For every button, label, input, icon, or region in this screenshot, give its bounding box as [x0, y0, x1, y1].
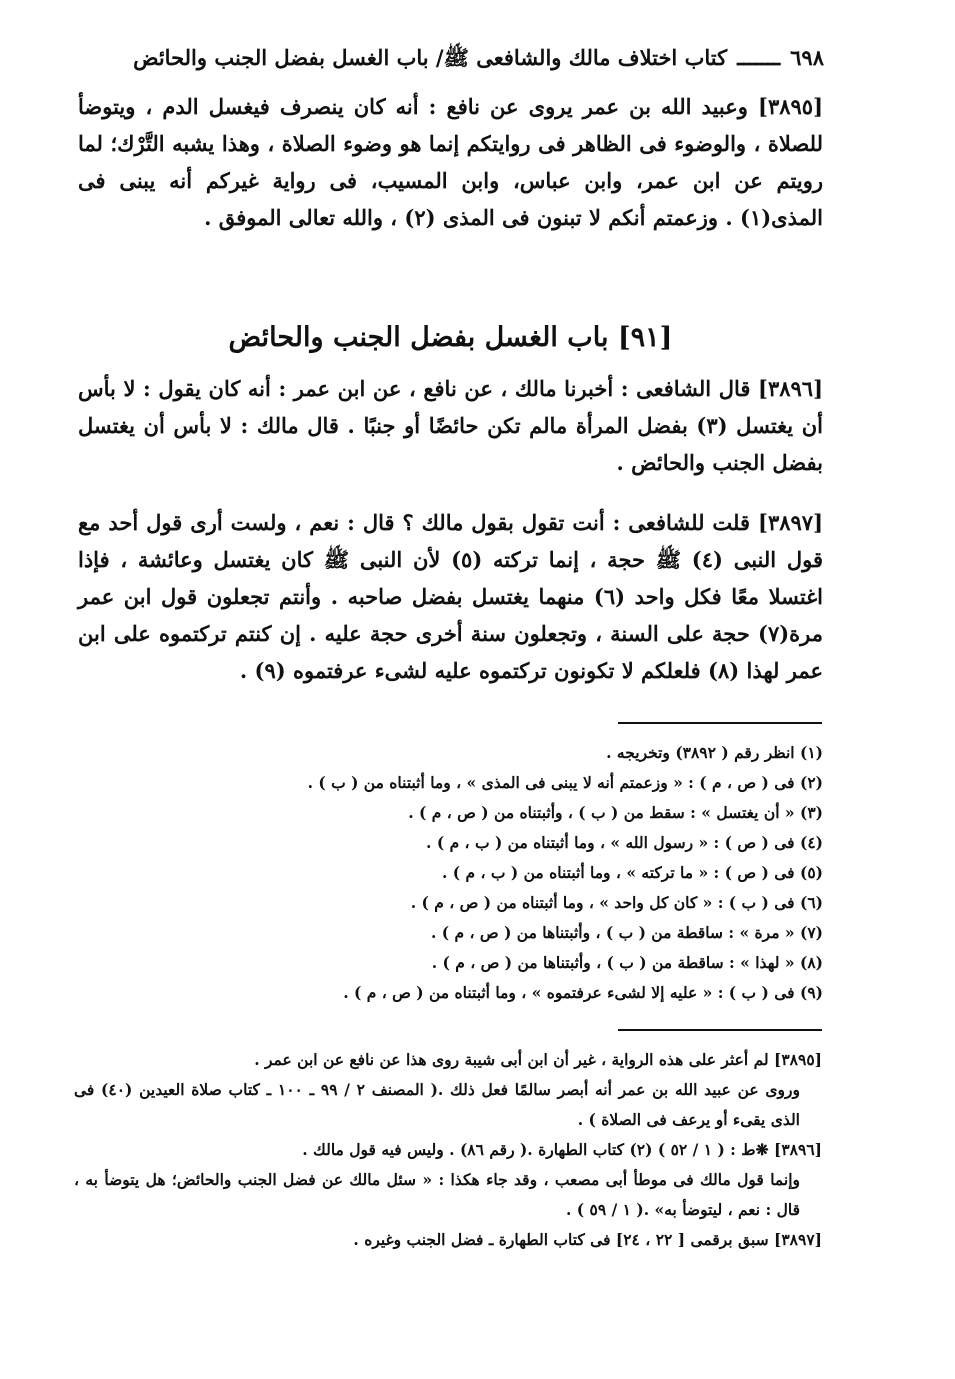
footnote: (١) انظر رقم ( ٣٨٩٢) وتخريجه . [606, 743, 823, 762]
running-header [78, 40, 824, 76]
paragraph-3897 [78, 504, 823, 689]
reference-entry: [٣٨٩٥] لم أعثر على هذه الرواية ، غير أن ابن أبى شيبة روى هذا عن نافع عن ابن عمر . [254, 1050, 822, 1069]
paragraph-3895 [78, 88, 823, 236]
footnotes-divider [618, 722, 822, 724]
paragraph-3896 [78, 370, 823, 481]
reference-entry: وإنما قول مالك فى موطأ أبى مصعب ، وقد جاء هكذا : « سئل مالك عن فضل الجنب والحائض؛ هل يتوضأ به ، قال : نعم ، ليتوضأ به» .( ١ / ٥٩ ) . [74, 1170, 800, 1219]
paragraph-ref: [٣٨٩٧] [758, 510, 824, 535]
paragraph-text: وعبيد الله بن عمر يروى عن نافع : أنه كان ينصرف فيغسل الدم ، ويتوضأ للصلاة ، والوضوء فى الظاهر فى روايتكم إنما هو وضوء الصلاة ، وهذا يشبه التَّرْك؛ لما رويتم عن ابن عمر، وابن عباس، وابن المسيب، فى رواية غيركم أنه يبنى فى المذى(١) . وزعمتم أنكم لا تبنون فى المذى (٢) ، والله تعالى الموفق . [78, 94, 823, 230]
footnote: (٢) فى ( ص ، م ) : « وزعمتم أنه لا يبنى فى المذى » ، وما أثبتناه من ( ب ) . [307, 773, 823, 792]
paragraph-text: قلت للشافعى : أنت تقول بقول مالك ؟ قال : نعم ، ولست أرى قول أحد مع قول النبى (٤) ﷺ حجة ، إنما تركته (٥) لأن النبى ﷺ كان يغتسل وعائشة ، فإذا اغتسلا معًا فكل واحد (٦) منهما يغتسل بفضل صاحبه . وأنتم تجعلون قول ابن عمر مرة(٧) حجة على السنة ، وتجعلون سنة أخرى حجة عليه . إن كنتم تركتموه على ابن عمر لهذا (٨) فلعلكم لا تكونون تركتموه عليه لشىء عرفتموه (٩) . [78, 510, 823, 683]
footnotes [300, 738, 823, 1008]
footnote: (٣) « أن يغتسل » : سقط من ( ب ) ، وأثبتناه من ( ص ، م ) . [408, 803, 823, 822]
footnote: (٨) « لهذا » : ساقطة من ( ب ) ، وأثبتناها من ( ص ، م ) . [431, 953, 823, 972]
reference-entry: [٣٨٩٦] ❋ط : ( ١ / ٥٢ ) (٢) كتاب الطهارة .( رقم ٨٦) . وليس فيه قول مالك . [302, 1140, 822, 1159]
references-divider [618, 1029, 822, 1031]
footnote: (٤) فى ( ص ) : « رسول الله » ، وما أثبتناه من ( ب ، م ) . [426, 833, 823, 852]
page-number: ٦٩٨ [790, 45, 824, 70]
reference-entry: وروى عن عبيد الله بن عمر أنه أبصر سالمًا فعل ذلك .( المصنف ٢ / ٩٩ ـ ١٠٠ ـ كتاب صلاة العيدين (٤٠) فى الذى يقىء أو يرعف فى الصلاة ) . [74, 1080, 800, 1129]
source-references [74, 1045, 822, 1255]
reference-entry: [٣٨٩٧] سبق برقمى [ ٢٢ ، ٢٤] فى كتاب الطهارة ـ فضل الجنب وغيره . [353, 1230, 822, 1249]
footnote: (٩) فى ( ب ) : « عليه إلا لشىء عرفتموه » ، وما أثبتناه من ( ص ، م ) . [343, 983, 823, 1002]
paragraph-ref: [٣٨٩٥] [758, 94, 824, 119]
footnote: (٧) « مرة » : ساقطة من ( ب ) ، وأثبتناها من ( ص ، م ) . [431, 923, 823, 942]
header-title: كتاب اختلاف مالك والشافعى ﷺ/ باب الغسل بفضل الجنب والحائض [133, 45, 728, 70]
footnote: (٥) فى ( ص ) : « ما تركته » ، وما أثبتناه من ( ب ، م ) . [442, 863, 823, 882]
footnote: (٦) فى ( ب ) : « كان كل واحد » ، وما أثبتناه من ( ص ، م ) . [410, 893, 823, 912]
header-separator: ـــــــ [737, 45, 781, 70]
paragraph-ref: [٣٨٩٦] قال الشافعى : [620, 376, 824, 401]
paragraph-text: أخبرنا مالك ، عن نافع ، عن ابن عمر : أنه كان يقول : لا بأس أن يغتسل (٣) بفضل المرأة مالم تكن حائضًا أو جنبًا . قال مالك : لا بأس أن يغتسل بفضل الجنب والحائض . [78, 376, 824, 475]
section-title: [٩١] باب الغسل بفضل الجنب والحائض [228, 322, 673, 353]
